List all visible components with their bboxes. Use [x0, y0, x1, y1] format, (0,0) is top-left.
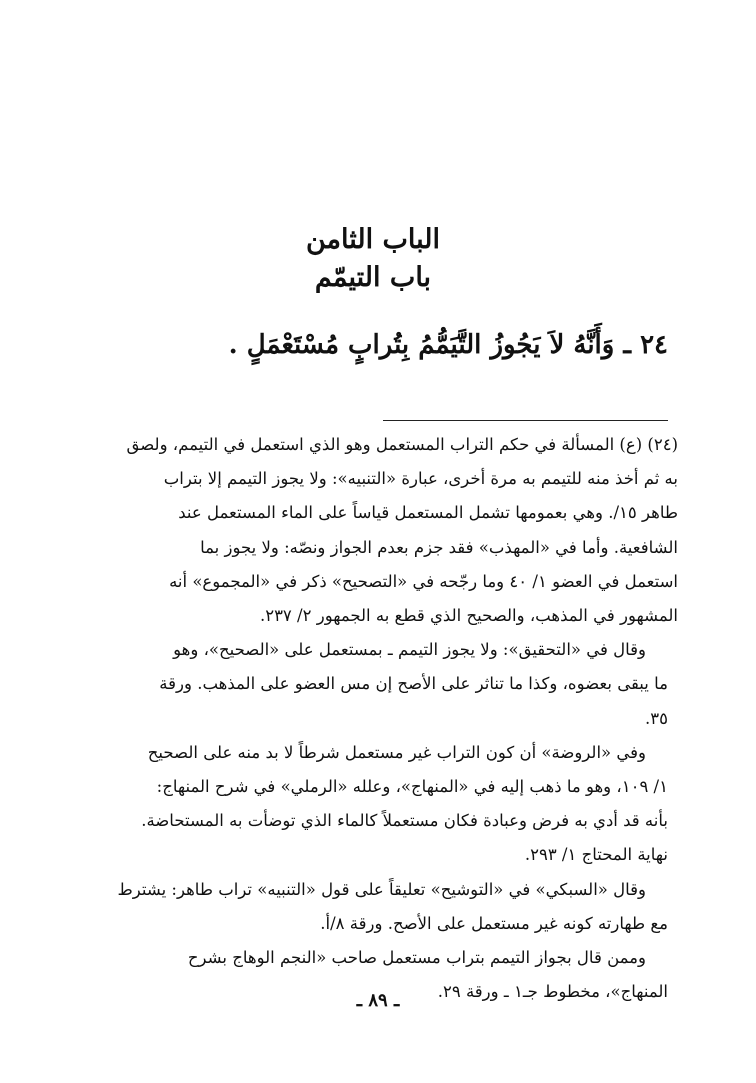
footnote-line: طاهر ١٥/. وهي بعمومها تشمل المستعمل قياساً على الماء المستعمل عند: [178, 503, 678, 523]
footnote-line: وقال «السبكي» في «التوشيح» تعليقاً على قول «التنبيه» تراب طاهر: يشترط: [117, 879, 646, 899]
footnote-line: بأنه قد أدي به فرض وعبادة فكان مستعملاً كالماء الذي توضأت به المستحاضة.: [141, 811, 668, 831]
page-number: ـ ٨٩ ـ: [356, 990, 400, 1011]
footnote-line: ٣٥.: [645, 708, 668, 728]
footnote-paragraph: [116, 736, 668, 873]
footnote-line: وقال في «التحقيق»: ولا يجوز التيمم ـ بمستعمل على «الصحيح»، وهو: [173, 640, 646, 660]
footnote-paragraph: [116, 633, 668, 736]
footnote-line: به ثم أخذ منه للتيمم به مرة أخرى، عبارة «التنبيه»: ولا يجوز التيمم إلا بتراب: [163, 469, 678, 489]
footnote-line: المشهور في المذهب، والصحيح الذي قطع به الجمهور ٢/ ٢٣٧.: [259, 606, 678, 626]
chapter-title: الباب الثامن: [305, 224, 441, 255]
footnote-line: وممن قال بجواز التيمم بتراب مستعمل صاحب «النجم الوهاج بشرح: [187, 948, 646, 968]
chapter-heading: [0, 222, 756, 296]
footnote-line: ١/ ١٠٩، وهو ما ذهب إليه في «المنهاج»، وعلله «الرملي» في شرح المنهاج:: [156, 777, 668, 797]
footnote-line: ما يبقى بعضوه، وكذا ما تناثر على الأصح إن مس العضو على المذهب. ورقة: [159, 674, 668, 694]
footnote-line: مع طهارته كونه غير مستعمل على الأصح. ورقة ٨/أ.: [320, 913, 668, 933]
footnote-line: وفي «الروضة» أن كون التراب غير مستعمل شرطاً لا بد منه على الصحيح: [147, 742, 646, 762]
footnote-line: الشافعية. وأما في «المهذب» فقد جزم بعدم الجواز ونصّه: ولا يجوز بما: [200, 537, 678, 557]
footnote-line: (٢٤) (ع) المسألة في حكم التراب المستعمل وهو الذي استعمل في التيمم، ولصق: [126, 435, 678, 454]
matn-text: ٢٤ ـ وَأَنَّهُ لاَ يَجُوزُ التَّيَمُّمُ بِتُرابٍ مُسْتَعْمَلٍ .: [228, 330, 668, 360]
footnote-paragraph: [116, 873, 668, 941]
footnote-line: نهاية المحتاج ١/ ٢٩٣.: [524, 845, 668, 865]
footnotes: [116, 428, 678, 1009]
footnote-paragraph: [116, 428, 678, 633]
section-title: باب التيمّم: [314, 262, 432, 293]
footnote-line: المنهاج»، مخطوط جـ١ ـ ورقة ٢٩.: [437, 982, 668, 1002]
footnote-line: استعمل في العضو ١/ ٤٠ وما رجّحه في «التصحيح» ذكر في «المجموع» أنه: [169, 571, 678, 591]
footnote-divider: [383, 420, 668, 421]
